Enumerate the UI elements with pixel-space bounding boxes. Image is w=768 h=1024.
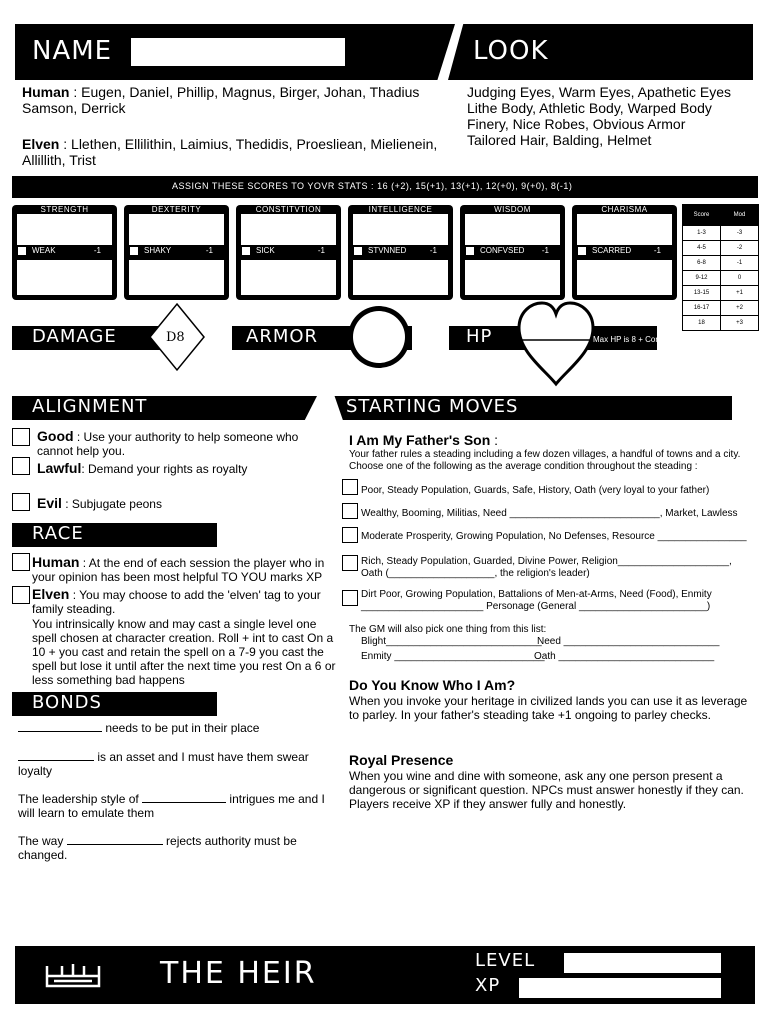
bond-1: needs to be put in their place	[18, 721, 338, 735]
sick-checkbox[interactable]	[242, 247, 250, 255]
stat-intelligence: INTELLIGENCE STVNNED -1	[348, 205, 453, 300]
stat-constitution: CONSTITVTION SICK -1	[236, 205, 341, 300]
steading-option-1-checkbox[interactable]	[342, 479, 358, 495]
name-label: NAME	[32, 36, 113, 66]
bonds-title: BONDS	[32, 692, 102, 713]
look-body: Lithe Body, Athletic Body, Warped Body	[467, 100, 712, 116]
assign-scores-label: ASSIGN THESE SCORES TO YOVR STATS : 16 (+2), 15(+1), 13(+1), 12(+0), 9(+0), 8(-1)	[172, 181, 573, 191]
alignment-lawful: Lawful: Demand your rights as royalty	[37, 460, 248, 476]
xp-label: XP	[475, 975, 501, 996]
look-clothes: Finery, Nice Robes, Obvious Armor	[467, 116, 686, 132]
constitution-mod-field[interactable]	[241, 260, 336, 295]
class-name: THE HEIR	[160, 956, 317, 991]
crown-icon	[44, 962, 102, 990]
xp-field[interactable]	[519, 978, 721, 998]
look-list	[467, 84, 757, 148]
score-mod-table: Score Mod 1-3 -3 4-5 -2 6-8 -1 9-12 0 13-15 +1 16-17 +2 18 +3	[682, 204, 759, 331]
strength-score-field[interactable]	[17, 214, 112, 245]
bond-1-blank[interactable]	[18, 731, 102, 732]
hp-label: HP	[466, 326, 493, 347]
constitution-score-field[interactable]	[241, 214, 336, 245]
charisma-score-field[interactable]	[577, 214, 672, 245]
father-move-intro: Your father rules a steading including a few dozen villages, a handful of towns and a city. Choose one of the following as the average condition throughout the steading :	[349, 449, 741, 472]
shaky-checkbox[interactable]	[130, 247, 138, 255]
stat-strength: STRENGTH WEAK -1	[12, 205, 117, 300]
race-human: Human : At the end of each session the player who in your opinion has been most helpful TO YOU marks XP	[32, 554, 325, 584]
bond-4-blank[interactable]	[67, 844, 163, 845]
steading-option-3: Moderate Prosperity, Growing Population, No Defenses, Resource ________________	[361, 531, 747, 542]
bond-3: The leadership style of intrigues me and I will learn to emulate them	[18, 792, 325, 820]
wisdom-score-field[interactable]	[465, 214, 560, 245]
steading-option-3-checkbox[interactable]	[342, 527, 358, 543]
race-elven: Elven : You may choose to add the 'elven' tag to your family steading.	[32, 586, 321, 616]
good-checkbox[interactable]	[12, 428, 30, 446]
level-field[interactable]	[564, 953, 721, 973]
race-title: RACE	[32, 523, 84, 544]
hp-note: Max HP is 8 + Con	[593, 335, 660, 344]
intelligence-score-field[interactable]	[353, 214, 448, 245]
look-label: LOOK	[473, 36, 549, 66]
strength-mod-field[interactable]	[17, 260, 112, 295]
heart-icon[interactable]	[515, 300, 597, 388]
damage-label: DAMAGE	[32, 326, 117, 347]
gm-blight: Blight____________________________	[361, 636, 542, 647]
scarred-checkbox[interactable]	[578, 247, 586, 255]
stat-dexterity: DEXTERITY SHAKY -1	[124, 205, 229, 300]
name-field[interactable]	[131, 38, 345, 66]
human-race-checkbox[interactable]	[12, 553, 30, 571]
race-elven-spell: You intrinsically know and may cast a single level one spell chosen at character creation. Roll + int to cast On a 10 + you cast and retain the spell on a 7-9 you cast the spell but lose it until after the next time you rest On a 6 or less something bad happens	[32, 617, 336, 687]
bond-2: is an asset and I must have them swear loyalty	[18, 750, 309, 778]
gm-oath: Oath ____________________________	[534, 651, 715, 662]
bond-4: The way rejects authority must be changed.	[18, 834, 297, 862]
dexterity-mod-field[interactable]	[129, 260, 224, 295]
know-move-title: Do You Know Who I Am?	[349, 677, 516, 693]
wisdom-mod-field[interactable]	[465, 260, 560, 295]
look-hair: Tailored Hair, Balding, Helmet	[467, 132, 652, 148]
father-move-title: I Am My Father's Son :	[349, 432, 499, 448]
confused-checkbox[interactable]	[466, 247, 474, 255]
starting-moves-title: STARTING MOVES	[346, 396, 519, 417]
bond-2-blank[interactable]	[18, 760, 94, 761]
alignment-good: Good : Use your authority to help someone who cannot help you.	[37, 428, 299, 458]
lawful-checkbox[interactable]	[12, 457, 30, 475]
bond-3-blank[interactable]	[142, 802, 226, 803]
weak-checkbox[interactable]	[18, 247, 26, 255]
steading-option-2-checkbox[interactable]	[342, 503, 358, 519]
damage-die: D8	[166, 330, 185, 345]
gm-enmity: Enmity ___________________________	[361, 651, 545, 662]
royal-move-text: When you wine and dine with someone, ask any one person present a dangerous or significant question. NPCs must answer honestly if they can. Players receive XP if they answer fully and honestly.	[349, 769, 744, 811]
stunned-checkbox[interactable]	[354, 247, 362, 255]
steading-option-5: Dirt Poor, Growing Population, Battalions of Men-at-Arms, Need (Food), Enmity ______________________ Personage (General _______________________)	[361, 589, 712, 612]
human-names: Human : Eugen, Daniel, Phillip, Magnus, Birger, Johan, Thadius Samson, Derrick	[22, 84, 420, 116]
evil-checkbox[interactable]	[12, 493, 30, 511]
armor-circle[interactable]	[348, 306, 410, 368]
know-move-text: When you invoke your heritage in civilized lands you can use it as leverage to parley. In your father's steading take +1 ongoing to parley checks.	[349, 694, 748, 722]
gm-pick-intro: The GM will also pick one thing from this list:	[349, 624, 547, 635]
steading-option-1: Poor, Steady Population, Guards, Safe, History, Oath (very loyal to your father)	[361, 485, 710, 496]
stat-charisma: CHARISMA SCARRED -1	[572, 205, 677, 300]
armor-label: ARMOR	[246, 326, 319, 347]
gm-need: Need ____________________________	[537, 636, 720, 647]
look-eyes: Judging Eyes, Warm Eyes, Apathetic Eyes	[467, 84, 732, 100]
alignment-evil: Evil : Subjugate peons	[37, 495, 162, 511]
intelligence-mod-field[interactable]	[353, 260, 448, 295]
dexterity-score-field[interactable]	[129, 214, 224, 245]
level-label: LEVEL	[475, 950, 536, 971]
elven-names: Elven : Llethen, Ellilithin, Laimius, Thedidis, Proesliean, Mielienein, Allillith, Trist	[22, 136, 438, 168]
steading-option-4-checkbox[interactable]	[342, 555, 358, 571]
alignment-title: ALIGNMENT	[32, 396, 148, 417]
stat-wisdom: WISDOM CONFVSED -1	[460, 205, 565, 300]
steading-option-4: Rich, Steady Population, Guarded, Divine Power, Religion____________________, Oath (___________________, the religion's leader)	[361, 556, 732, 579]
elven-race-checkbox[interactable]	[12, 586, 30, 604]
steading-option-2: Wealthy, Booming, Militias, Need ___________________________, Market, Lawless	[361, 508, 738, 519]
royal-move-title: Royal Presence	[349, 752, 454, 768]
charisma-mod-field[interactable]	[577, 260, 672, 295]
steading-option-5-checkbox[interactable]	[342, 590, 358, 606]
